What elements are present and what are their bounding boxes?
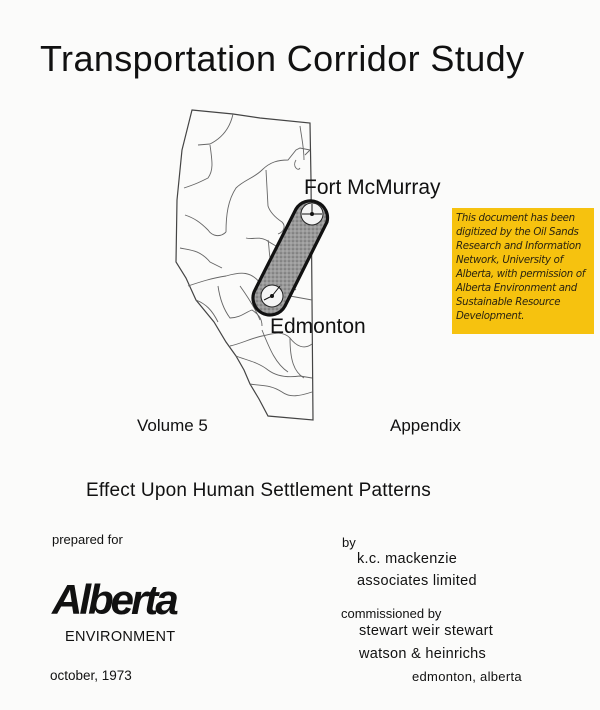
- client-department: ENVIRONMENT: [65, 629, 176, 645]
- commissioner-location: edmonton, alberta: [412, 669, 522, 684]
- author-line-2: associates limited: [357, 573, 477, 589]
- map-label-fort-mcmurray: Fort McMurray: [304, 176, 441, 199]
- document-subtitle: Effect Upon Human Settlement Patterns: [86, 480, 432, 501]
- prepared-for-label: prepared for: [52, 532, 123, 547]
- by-label: by: [342, 535, 356, 550]
- map-label-edmonton: Edmonton: [270, 315, 366, 338]
- commissioner-line-2: watson & heinrichs: [359, 646, 487, 662]
- commissioner-line-1: stewart weir stewart: [359, 623, 494, 639]
- section-label: Appendix: [390, 416, 461, 435]
- author-line-1: k.c. mackenzie: [357, 551, 458, 567]
- alberta-logo: Alberta: [52, 576, 176, 623]
- commissioned-by-label: commissioned by: [341, 606, 442, 621]
- corridor-highlight: [253, 201, 328, 315]
- document-title: Transportation Corridor Study: [40, 38, 525, 79]
- digitization-notice: This document has been digitized by the Oil Sands Research and Information Network, University of Alberta, with permission of Alberta Environment and Sustainable Resource Development.: [452, 208, 594, 334]
- document-date: october, 1973: [50, 668, 132, 683]
- volume-label: Volume 5: [137, 416, 208, 435]
